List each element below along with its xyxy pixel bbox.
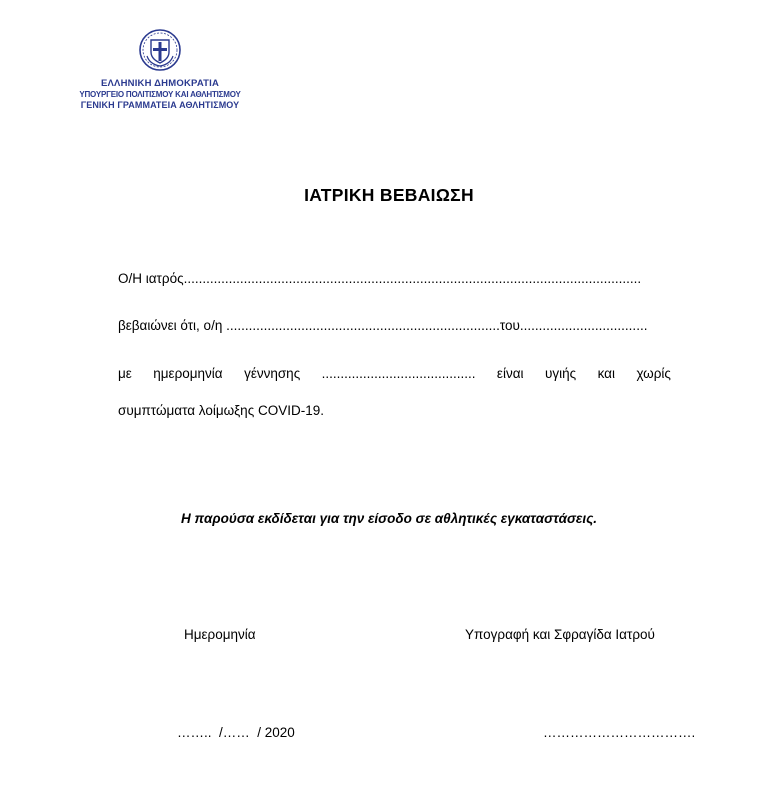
- word-and: και: [597, 366, 615, 381]
- word-without: χωρίς: [636, 366, 671, 381]
- word-is: είναι: [496, 366, 524, 381]
- word-date: ημερομηνία: [153, 366, 223, 381]
- signature-label: Υπογραφή και Σφραγίδα Ιατρού: [465, 627, 655, 642]
- greek-coat-of-arms-icon: [138, 28, 182, 72]
- birthdate-blank: .........................................: [321, 366, 476, 381]
- word-birth: γέννησης: [244, 366, 301, 381]
- signature-blank: …………………………….: [543, 725, 696, 740]
- date-label: Ημερομηνία: [184, 627, 256, 642]
- purpose-note: Η παρούσα εκδίδεται για την είσοδο σε αθλητικές εγκαταστάσεις.: [180, 511, 598, 526]
- letterhead-secretariat: ΓΕΝΙΚΗ ΓΡΑΜΜΑΤΕΙΑ ΑΘΛΗΤΙΣΜΟΥ: [80, 100, 240, 110]
- letterhead-ministry: ΥΠΟΥΡΓΕΙΟ ΠΟΛΙΤΙΣΜΟΥ ΚΑΙ ΑΘΛΗΤΙΣΜΟΥ: [79, 90, 241, 99]
- document-title: ΙΑΤΡΙΚΗ ΒΕΒΑΙΩΣΗ: [304, 185, 474, 205]
- covid-symptoms-line: συμπτώματα λοίμωξης COVID-19.: [118, 403, 324, 418]
- word-healthy: υγιής: [544, 366, 577, 381]
- letterhead: [60, 28, 260, 111]
- birthdate-line: [118, 366, 671, 381]
- word-me: με: [118, 366, 132, 381]
- letterhead-republic: ΕΛΛΗΝΙΚΗ ΔΗΜΟΚΡΑΤΙΑ: [100, 78, 220, 89]
- date-blank: …….. /…… / 2020: [177, 725, 295, 740]
- certifies-person-field: βεβαιώνει ότι, ο/η .........................................................................του..................................: [118, 318, 648, 333]
- doctor-name-field: Ο/Η ιατρός..........................................................................................................................: [118, 271, 642, 286]
